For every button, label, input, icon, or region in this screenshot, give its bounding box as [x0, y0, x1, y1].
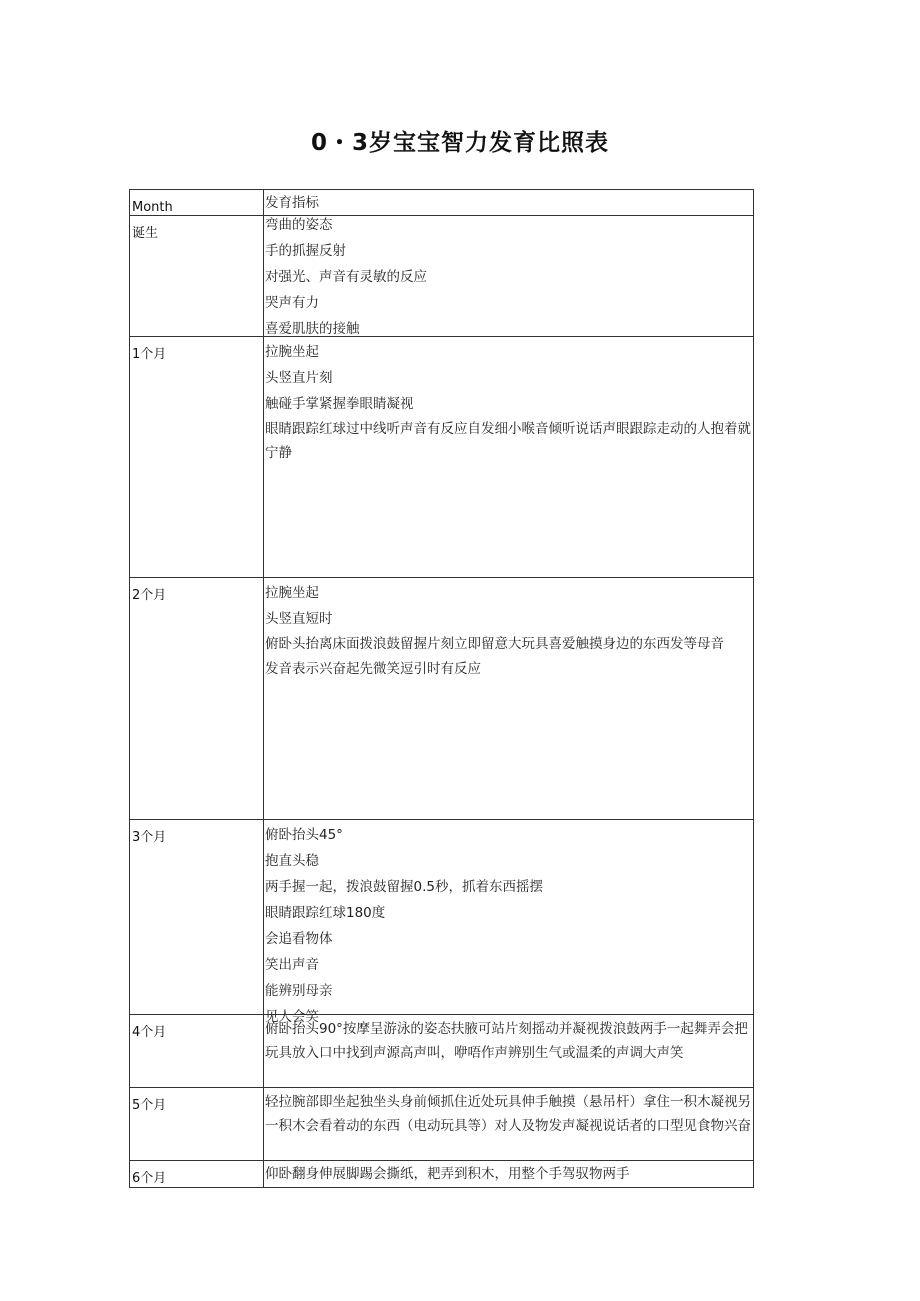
page-title: 0・3岁宝宝智力发育比照表	[310, 130, 609, 156]
indicator-item: 拉腕坐起	[265, 344, 319, 360]
indicator-cell	[264, 216, 754, 337]
table-row	[130, 337, 754, 578]
indicator-item: 对强光、声音有灵敏的反应	[265, 269, 427, 285]
indicator-item: 轻拉腕部即坐起独坐头身前倾抓住近处玩具伸手触摸（悬吊杆）拿住一积木凝视另一积木会看着动的东西（电动玩具等）对人及物发声凝视说话者的口型见食物兴奋	[265, 1094, 751, 1134]
indicator-item: 眼睛跟踪红球180度	[265, 905, 386, 921]
indicator-item: 抱直头稳	[265, 853, 319, 869]
table-row	[130, 820, 754, 1015]
indicator-cell	[264, 1161, 754, 1188]
indicator-item: 眼睛跟踪红球过中线听声音有反应自发细小喉音倾听说话声眼跟踪走动的人抱着就宁静	[265, 421, 751, 461]
indicator-cell	[264, 578, 754, 820]
header-indicator: 发育指标	[264, 190, 754, 216]
month-label: 1个月	[130, 337, 264, 578]
table-row	[130, 1161, 754, 1188]
indicator-item: 弯曲的姿态	[265, 217, 333, 233]
indicator-item: 会追看物体	[265, 931, 333, 947]
indicator-item: 触碰手掌紧握拳眼睛凝视	[265, 396, 414, 412]
indicator-item: 仰卧翻身伸展脚踢会撕纸，耙弄到积木，用整个手驾驭物两手	[265, 1166, 630, 1182]
header-month: Month	[130, 190, 264, 216]
indicator-item: 哭声有力	[265, 295, 319, 311]
indicator-item: 两手握一起，拨浪鼓留握0.5秒，抓着东西摇摆	[265, 879, 543, 895]
indicator-item: 头竖直短时	[265, 611, 333, 627]
indicator-cell	[264, 1015, 754, 1088]
indicator-cell	[264, 337, 754, 578]
month-label: 3个月	[130, 820, 264, 1015]
development-table	[129, 189, 754, 1188]
indicator-item: 头竖直片刻	[265, 370, 333, 386]
indicator-item: 俯卧抬头90°按摩呈游泳的姿态扶腋可站片刻摇动并凝视拨浪鼓两手一起舞弄会把玩具放入口中找到声源高声叫，咿唔作声辨别生气或温柔的声调大声笑	[265, 1021, 748, 1061]
indicator-item: 俯卧抬头45°	[265, 827, 343, 843]
indicator-item: 能辨别母亲	[265, 983, 333, 999]
indicator-cell	[264, 1088, 754, 1161]
indicator-item: 拉腕坐起	[265, 585, 319, 601]
indicator-item: 喜爱肌肤的接触	[265, 321, 360, 337]
indicator-item: 俯卧头抬离床面拨浪鼓留握片刻立即留意大玩具喜爱触摸身边的东西发等母音	[265, 636, 724, 652]
month-label: 5个月	[130, 1088, 264, 1161]
indicator-item: 笑出声音	[265, 957, 319, 973]
month-label: 2个月	[130, 578, 264, 820]
month-label: 4个月	[130, 1015, 264, 1088]
table-row	[130, 216, 754, 337]
indicator-item: 发音表示兴奋起先微笑逗引时有反应	[265, 661, 481, 677]
table-row	[130, 1088, 754, 1161]
indicator-item: 手的抓握反射	[265, 243, 346, 259]
table-row	[130, 578, 754, 820]
indicator-cell	[264, 820, 754, 1025]
month-label: 诞生	[130, 216, 264, 337]
month-label: 6个月	[130, 1161, 264, 1188]
table-row	[130, 1015, 754, 1088]
indicator-item: 见人会笑	[265, 1009, 319, 1025]
